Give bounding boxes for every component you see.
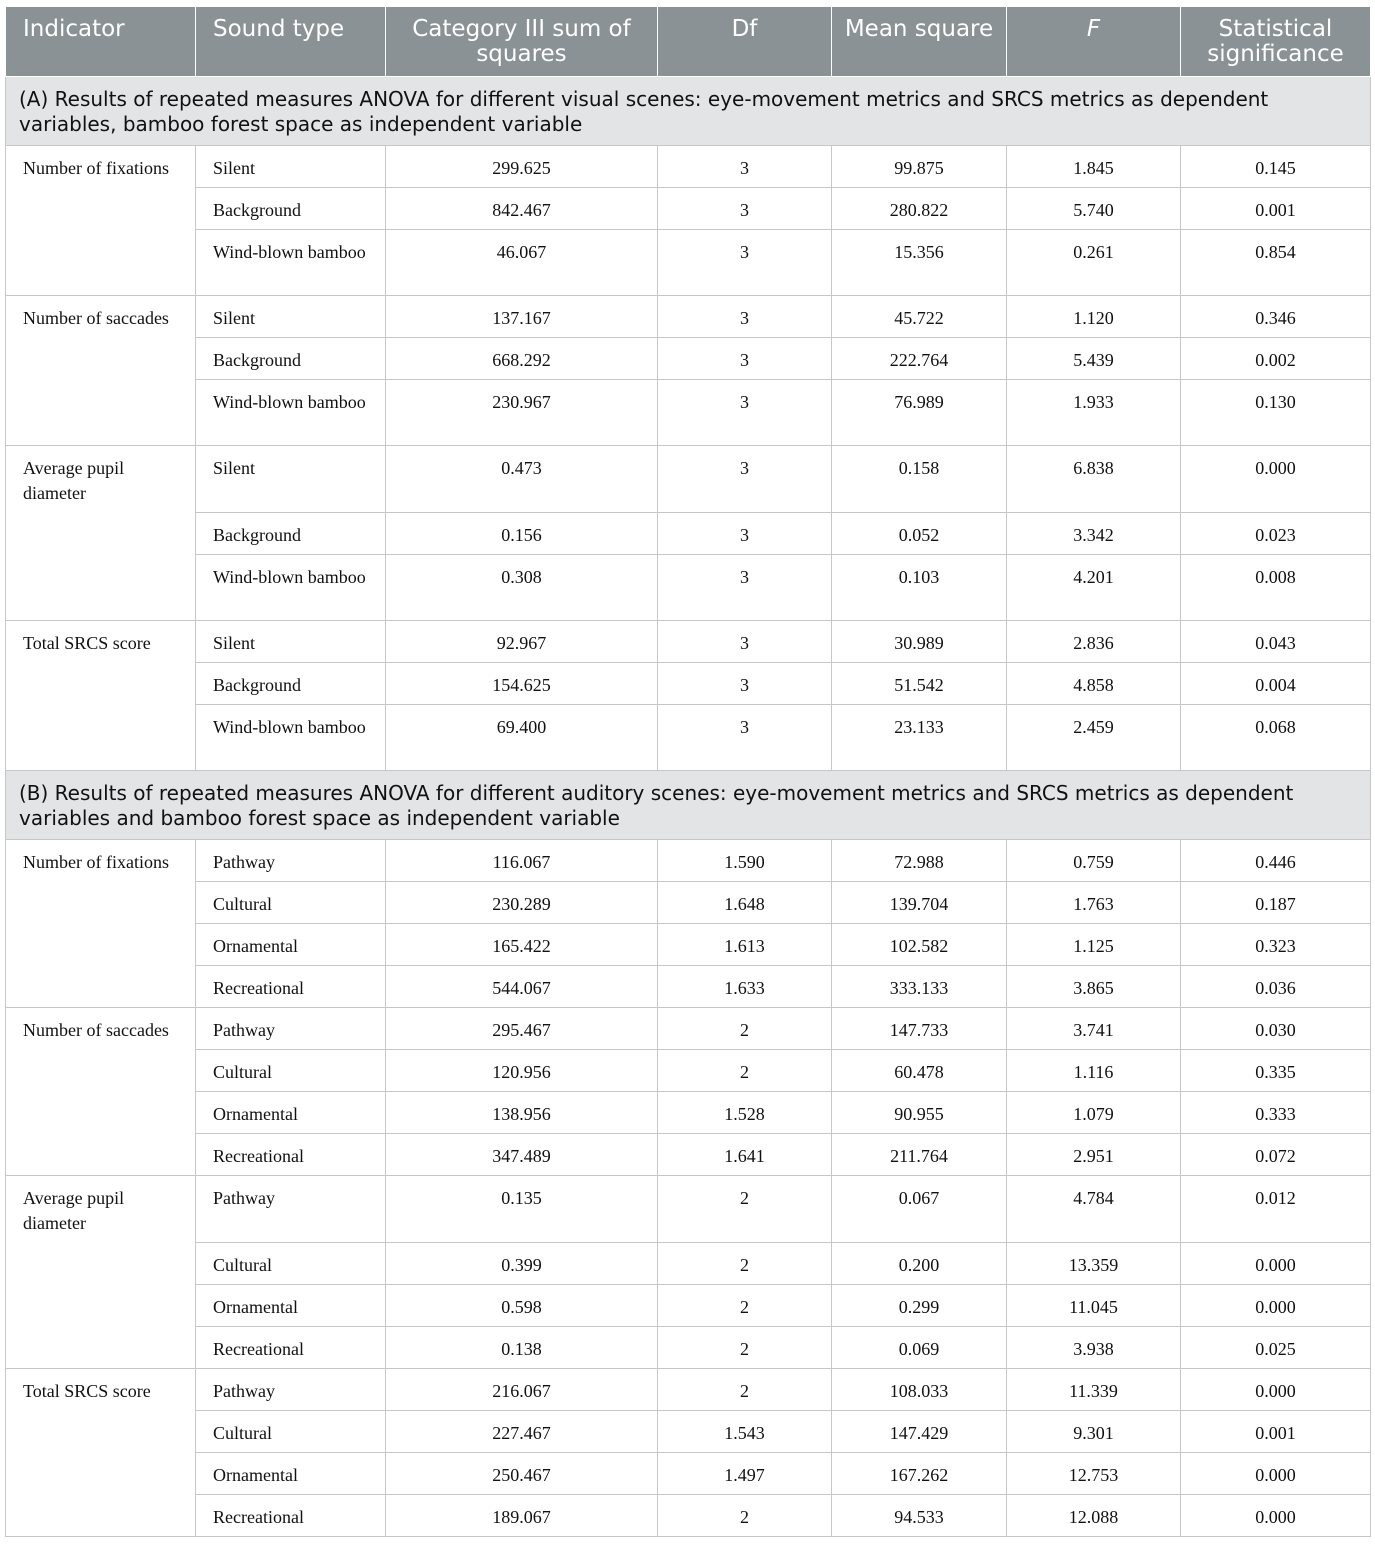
df-cell: 3: [658, 296, 832, 338]
f-value-cell: 11.339: [1007, 1369, 1181, 1411]
f-value-cell: 4.201: [1007, 555, 1181, 621]
sum-of-squares-cell: 0.138: [386, 1327, 658, 1369]
f-value-cell: 2.459: [1007, 705, 1181, 771]
sum-of-squares-cell: 154.625: [386, 663, 658, 705]
df-cell: 2: [658, 1176, 832, 1243]
table-row: [6, 1134, 1371, 1176]
f-value-cell: 13.359: [1007, 1243, 1181, 1285]
sum-of-squares-cell: 347.489: [386, 1134, 658, 1176]
f-value-cell: 5.740: [1007, 188, 1181, 230]
table-row: [6, 882, 1371, 924]
table-row: [6, 1495, 1371, 1537]
sum-of-squares-cell: 116.067: [386, 840, 658, 882]
f-value-cell: 3.865: [1007, 966, 1181, 1008]
df-cell: 1.590: [658, 840, 832, 882]
table-row: [6, 621, 1371, 663]
mean-square-cell: 45.722: [832, 296, 1007, 338]
sound-type-cell: Ornamental: [196, 1092, 386, 1134]
section-title: (A) Results of repeated measures ANOVA for different visual scenes: eye-movement metrics and SRCS metrics as dependent variables, bamboo forest space as independent variable: [6, 77, 1371, 146]
table-row: [6, 1243, 1371, 1285]
sound-type-cell: Cultural: [196, 1411, 386, 1453]
anova-results-table: [5, 6, 1371, 1537]
table-row: [6, 1050, 1371, 1092]
significance-cell: 0.000: [1181, 1243, 1371, 1285]
sum-of-squares-cell: 137.167: [386, 296, 658, 338]
table-row: [6, 1285, 1371, 1327]
sound-type-cell: Ornamental: [196, 1453, 386, 1495]
sum-of-squares-cell: 227.467: [386, 1411, 658, 1453]
sum-of-squares-cell: 544.067: [386, 966, 658, 1008]
sound-type-cell: Cultural: [196, 882, 386, 924]
header-mean-square: Mean square: [832, 7, 1007, 77]
section-title: (B) Results of repeated measures ANOVA for different auditory scenes: eye-movement metrics and SRCS metrics as dependent variables and bamboo forest space as independent variable: [6, 771, 1371, 840]
df-cell: 3: [658, 188, 832, 230]
significance-cell: 0.001: [1181, 1411, 1371, 1453]
sound-type-cell: Background: [196, 188, 386, 230]
table-row: [6, 966, 1371, 1008]
f-value-cell: 9.301: [1007, 1411, 1181, 1453]
sum-of-squares-cell: 69.400: [386, 705, 658, 771]
df-cell: 3: [658, 446, 832, 513]
indicator-cell: Number of saccades: [6, 1008, 196, 1176]
sum-of-squares-cell: 120.956: [386, 1050, 658, 1092]
indicator-cell: Number of fixations: [6, 146, 196, 296]
f-value-cell: 2.836: [1007, 621, 1181, 663]
mean-square-cell: 222.764: [832, 338, 1007, 380]
significance-cell: 0.068: [1181, 705, 1371, 771]
table-row: [6, 1092, 1371, 1134]
sound-type-cell: Wind-blown bamboo: [196, 705, 386, 771]
df-cell: 1.528: [658, 1092, 832, 1134]
f-value-cell: 11.045: [1007, 1285, 1181, 1327]
significance-cell: 0.446: [1181, 840, 1371, 882]
table-row: [6, 188, 1371, 230]
sound-type-cell: Pathway: [196, 840, 386, 882]
sound-type-cell: Wind-blown bamboo: [196, 380, 386, 446]
mean-square-cell: 147.429: [832, 1411, 1007, 1453]
sum-of-squares-cell: 250.467: [386, 1453, 658, 1495]
f-value-cell: 0.759: [1007, 840, 1181, 882]
significance-cell: 0.854: [1181, 230, 1371, 296]
df-cell: 1.543: [658, 1411, 832, 1453]
mean-square-cell: 280.822: [832, 188, 1007, 230]
mean-square-cell: 167.262: [832, 1453, 1007, 1495]
mean-square-cell: 0.069: [832, 1327, 1007, 1369]
table-row: [6, 338, 1371, 380]
mean-square-cell: 0.052: [832, 513, 1007, 555]
significance-cell: 0.001: [1181, 188, 1371, 230]
sum-of-squares-cell: 230.967: [386, 380, 658, 446]
table-row: [6, 705, 1371, 771]
significance-cell: 0.025: [1181, 1327, 1371, 1369]
sound-type-cell: Pathway: [196, 1008, 386, 1050]
sum-of-squares-cell: 165.422: [386, 924, 658, 966]
sound-type-cell: Recreational: [196, 1495, 386, 1537]
significance-cell: 0.036: [1181, 966, 1371, 1008]
sum-of-squares-cell: 0.156: [386, 513, 658, 555]
table-row: [6, 1453, 1371, 1495]
sum-of-squares-cell: 299.625: [386, 146, 658, 188]
sum-of-squares-cell: 0.135: [386, 1176, 658, 1243]
header-f: F: [1007, 7, 1181, 77]
f-value-cell: 4.784: [1007, 1176, 1181, 1243]
df-cell: 3: [658, 555, 832, 621]
significance-cell: 0.335: [1181, 1050, 1371, 1092]
table-row: [6, 1411, 1371, 1453]
table-row: [6, 1176, 1371, 1243]
mean-square-cell: 23.133: [832, 705, 1007, 771]
table-row: [6, 1327, 1371, 1369]
df-cell: 3: [658, 705, 832, 771]
df-cell: 3: [658, 513, 832, 555]
f-value-cell: 1.079: [1007, 1092, 1181, 1134]
f-value-cell: 12.753: [1007, 1453, 1181, 1495]
table-row: [6, 840, 1371, 882]
header-significance: Statistical significance: [1181, 7, 1371, 77]
f-value-cell: 3.342: [1007, 513, 1181, 555]
df-cell: 1.497: [658, 1453, 832, 1495]
sound-type-cell: Cultural: [196, 1050, 386, 1092]
f-value-cell: 12.088: [1007, 1495, 1181, 1537]
significance-cell: 0.145: [1181, 146, 1371, 188]
sum-of-squares-cell: 92.967: [386, 621, 658, 663]
sound-type-cell: Wind-blown bamboo: [196, 230, 386, 296]
df-cell: 3: [658, 621, 832, 663]
df-cell: 3: [658, 338, 832, 380]
sum-of-squares-cell: 0.473: [386, 446, 658, 513]
significance-cell: 0.000: [1181, 446, 1371, 513]
sum-of-squares-cell: 46.067: [386, 230, 658, 296]
table-row: [6, 380, 1371, 446]
df-cell: 2: [658, 1243, 832, 1285]
significance-cell: 0.008: [1181, 555, 1371, 621]
sum-of-squares-cell: 230.289: [386, 882, 658, 924]
table-row: [6, 296, 1371, 338]
table-row: [6, 146, 1371, 188]
sound-type-cell: Silent: [196, 296, 386, 338]
sound-type-cell: Background: [196, 513, 386, 555]
df-cell: 2: [658, 1369, 832, 1411]
significance-cell: 0.000: [1181, 1285, 1371, 1327]
table-row: [6, 555, 1371, 621]
table-row: [6, 924, 1371, 966]
section-header-row: [6, 771, 1371, 840]
significance-cell: 0.030: [1181, 1008, 1371, 1050]
indicator-cell: Average pupil diameter: [6, 446, 196, 621]
significance-cell: 0.000: [1181, 1495, 1371, 1537]
f-value-cell: 1.120: [1007, 296, 1181, 338]
table-row: [6, 1008, 1371, 1050]
significance-cell: 0.323: [1181, 924, 1371, 966]
f-value-cell: 2.951: [1007, 1134, 1181, 1176]
significance-cell: 0.002: [1181, 338, 1371, 380]
mean-square-cell: 147.733: [832, 1008, 1007, 1050]
significance-cell: 0.000: [1181, 1369, 1371, 1411]
table-row: [6, 446, 1371, 513]
table-row: [6, 663, 1371, 705]
significance-cell: 0.012: [1181, 1176, 1371, 1243]
f-value-cell: 1.125: [1007, 924, 1181, 966]
mean-square-cell: 0.067: [832, 1176, 1007, 1243]
table-row: [6, 1369, 1371, 1411]
header-df: Df: [658, 7, 832, 77]
significance-cell: 0.187: [1181, 882, 1371, 924]
sound-type-cell: Recreational: [196, 1327, 386, 1369]
f-value-cell: 1.933: [1007, 380, 1181, 446]
mean-square-cell: 0.200: [832, 1243, 1007, 1285]
sum-of-squares-cell: 216.067: [386, 1369, 658, 1411]
mean-square-cell: 94.533: [832, 1495, 1007, 1537]
significance-cell: 0.072: [1181, 1134, 1371, 1176]
sum-of-squares-cell: 668.292: [386, 338, 658, 380]
sum-of-squares-cell: 189.067: [386, 1495, 658, 1537]
header-sound-type: Sound type: [196, 7, 386, 77]
indicator-cell: Total SRCS score: [6, 1369, 196, 1537]
mean-square-cell: 51.542: [832, 663, 1007, 705]
sound-type-cell: Ornamental: [196, 1285, 386, 1327]
sound-type-cell: Silent: [196, 446, 386, 513]
df-cell: 3: [658, 230, 832, 296]
significance-cell: 0.130: [1181, 380, 1371, 446]
sound-type-cell: Silent: [196, 621, 386, 663]
mean-square-cell: 139.704: [832, 882, 1007, 924]
sum-of-squares-cell: 0.399: [386, 1243, 658, 1285]
df-cell: 2: [658, 1285, 832, 1327]
mean-square-cell: 211.764: [832, 1134, 1007, 1176]
mean-square-cell: 90.955: [832, 1092, 1007, 1134]
df-cell: 2: [658, 1008, 832, 1050]
sum-of-squares-cell: 0.308: [386, 555, 658, 621]
sound-type-cell: Background: [196, 663, 386, 705]
df-cell: 3: [658, 146, 832, 188]
df-cell: 1.641: [658, 1134, 832, 1176]
f-value-cell: 4.858: [1007, 663, 1181, 705]
sound-type-cell: Pathway: [196, 1176, 386, 1243]
header-sum-of-squares: Category III sum of squares: [386, 7, 658, 77]
mean-square-cell: 60.478: [832, 1050, 1007, 1092]
f-value-cell: 0.261: [1007, 230, 1181, 296]
mean-square-cell: 333.133: [832, 966, 1007, 1008]
sound-type-cell: Ornamental: [196, 924, 386, 966]
sound-type-cell: Recreational: [196, 966, 386, 1008]
df-cell: 1.633: [658, 966, 832, 1008]
sum-of-squares-cell: 0.598: [386, 1285, 658, 1327]
f-value-cell: 1.116: [1007, 1050, 1181, 1092]
f-value-cell: 1.763: [1007, 882, 1181, 924]
indicator-cell: Number of fixations: [6, 840, 196, 1008]
mean-square-cell: 0.103: [832, 555, 1007, 621]
sum-of-squares-cell: 295.467: [386, 1008, 658, 1050]
significance-cell: 0.004: [1181, 663, 1371, 705]
mean-square-cell: 0.158: [832, 446, 1007, 513]
sound-type-cell: Pathway: [196, 1369, 386, 1411]
significance-cell: 0.346: [1181, 296, 1371, 338]
indicator-cell: Average pupil diameter: [6, 1176, 196, 1369]
mean-square-cell: 0.299: [832, 1285, 1007, 1327]
significance-cell: 0.043: [1181, 621, 1371, 663]
significance-cell: 0.000: [1181, 1453, 1371, 1495]
sound-type-cell: Wind-blown bamboo: [196, 555, 386, 621]
df-cell: 1.613: [658, 924, 832, 966]
header-indicator: Indicator: [6, 7, 196, 77]
df-cell: 3: [658, 663, 832, 705]
df-cell: 2: [658, 1327, 832, 1369]
sum-of-squares-cell: 842.467: [386, 188, 658, 230]
indicator-cell: Number of saccades: [6, 296, 196, 446]
mean-square-cell: 108.033: [832, 1369, 1007, 1411]
mean-square-cell: 102.582: [832, 924, 1007, 966]
mean-square-cell: 15.356: [832, 230, 1007, 296]
mean-square-cell: 30.989: [832, 621, 1007, 663]
table-body: [6, 77, 1371, 1537]
sound-type-cell: Cultural: [196, 1243, 386, 1285]
df-cell: 2: [658, 1495, 832, 1537]
significance-cell: 0.023: [1181, 513, 1371, 555]
f-value-cell: 3.741: [1007, 1008, 1181, 1050]
df-cell: 1.648: [658, 882, 832, 924]
f-value-cell: 6.838: [1007, 446, 1181, 513]
f-value-cell: 5.439: [1007, 338, 1181, 380]
section-header-row: [6, 77, 1371, 146]
sound-type-cell: Recreational: [196, 1134, 386, 1176]
mean-square-cell: 76.989: [832, 380, 1007, 446]
significance-cell: 0.333: [1181, 1092, 1371, 1134]
table-row: [6, 513, 1371, 555]
mean-square-cell: 72.988: [832, 840, 1007, 882]
table-row: [6, 230, 1371, 296]
sound-type-cell: Silent: [196, 146, 386, 188]
df-cell: 3: [658, 380, 832, 446]
f-value-cell: 1.845: [1007, 146, 1181, 188]
header-row: [6, 7, 1371, 77]
f-value-cell: 3.938: [1007, 1327, 1181, 1369]
mean-square-cell: 99.875: [832, 146, 1007, 188]
sound-type-cell: Background: [196, 338, 386, 380]
indicator-cell: Total SRCS score: [6, 621, 196, 771]
df-cell: 2: [658, 1050, 832, 1092]
sum-of-squares-cell: 138.956: [386, 1092, 658, 1134]
